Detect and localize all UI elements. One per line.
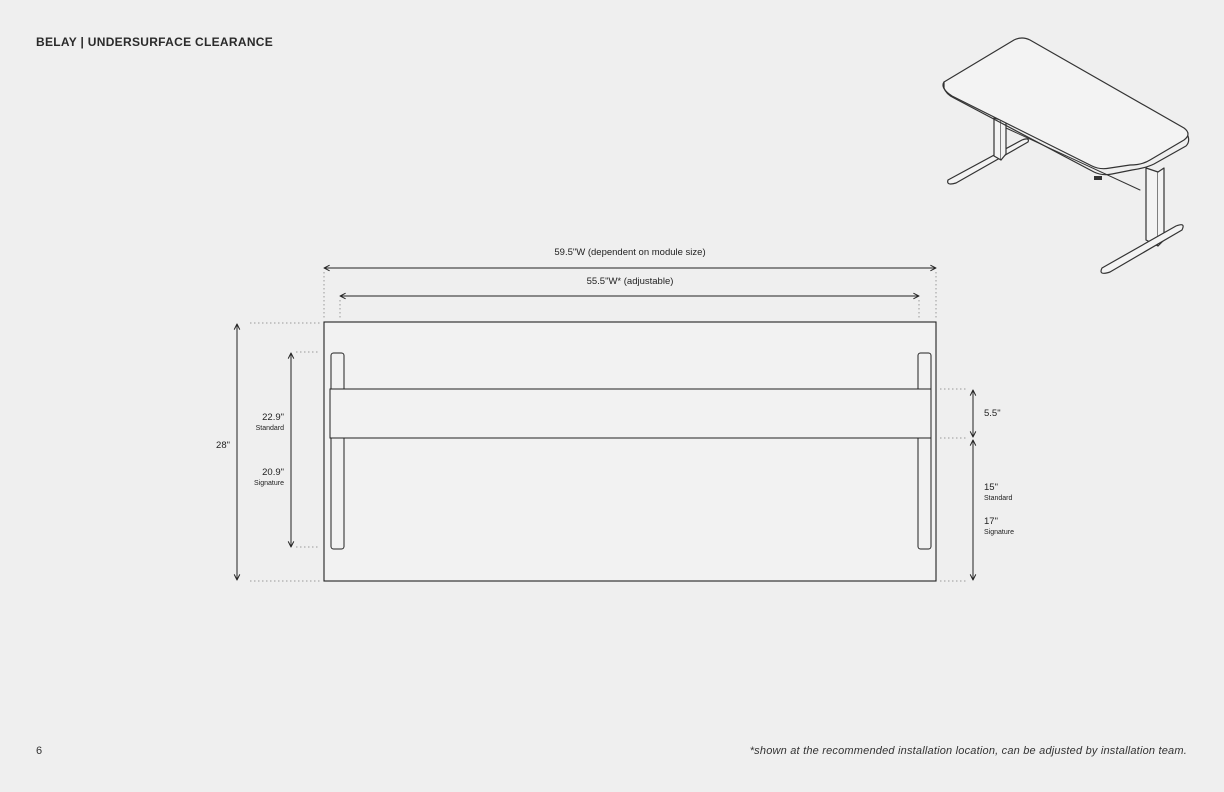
overall-depth-label: 28" xyxy=(216,440,230,451)
footnote: *shown at the recommended installation location, can be adjusted by installation team. xyxy=(749,745,1187,757)
left-leg xyxy=(331,353,344,549)
page-title: BELAY | UNDERSURFACE CLEARANCE xyxy=(36,35,274,49)
rear-clearance-signature-value: 17" xyxy=(984,516,998,527)
leg-clearance-standard-value: 22.9" xyxy=(262,412,284,423)
desk-surface-outline xyxy=(324,322,936,581)
rear-clearance-signature-label: Signature xyxy=(984,529,1014,536)
leg-clearance-standard-label: Standard xyxy=(255,425,284,432)
beam-depth-label: 5.5" xyxy=(984,408,1001,419)
rear-clearance-standard-label: Standard xyxy=(984,495,1013,502)
overall-width-label: 59.5"W (dependent on module size) xyxy=(554,247,706,258)
rear-clearance-standard-value: 15" xyxy=(984,482,998,493)
right-leg xyxy=(918,353,931,549)
leg-clearance-signature-label: Signature xyxy=(254,480,284,487)
leg-clearance-signature-value: 20.9" xyxy=(262,467,284,478)
crossbeam xyxy=(330,389,931,438)
page-number: 6 xyxy=(36,745,43,757)
inner-width-label: 55.5"W* (adjustable) xyxy=(586,276,674,287)
